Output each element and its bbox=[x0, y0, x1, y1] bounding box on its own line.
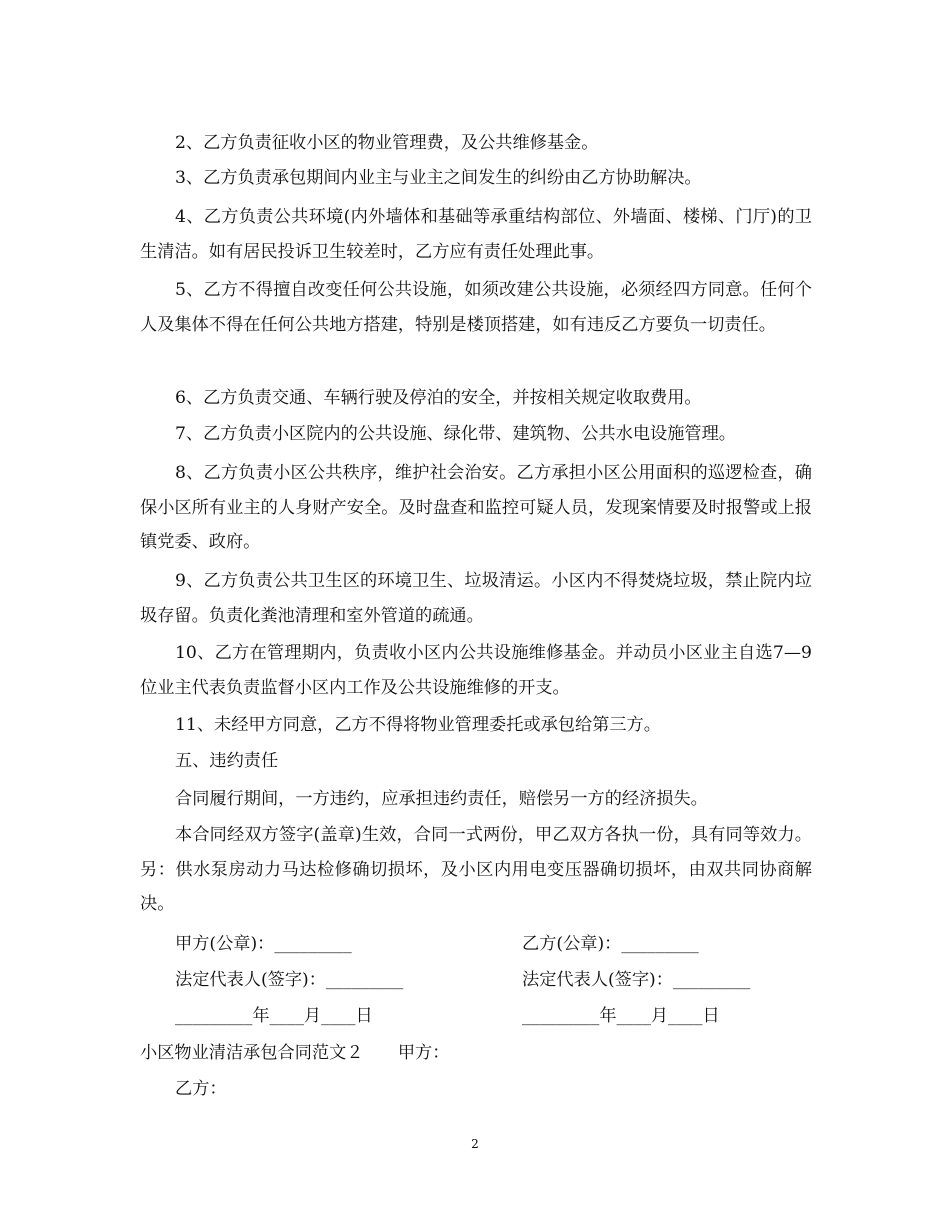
clause-10: 10、乙方在管理期内，负责收小区内公共设施维修基金。并动员小区业主自选7—9位业主代表负责监督小区内工作及公共设施维修的开支。 bbox=[140, 643, 812, 698]
clause-3: 3、乙方负责承包期间内业主与业主之间发生的纠纷由乙方协助解决。 bbox=[175, 168, 702, 188]
party-b-date-line: _________年____月____日 bbox=[522, 1006, 720, 1026]
clause-9: 9、乙方负责公共卫生区的环境卫生、垃圾清运。小区内不得焚烧垃圾，禁止院内垃圾存留。负责化粪池清理和室外管道的疏通。 bbox=[140, 571, 812, 626]
page-number: 2 bbox=[471, 1137, 479, 1151]
party-b-representative-line: 法定代表人(签字)：_________ bbox=[522, 970, 751, 990]
breach-clause: 合同履行期间，一方违约，应承担违约责任，赔偿另一方的经济损失。 bbox=[175, 789, 708, 809]
clause-7: 7、乙方负责小区院内的公共设施、绿化带、建筑物、公共水电设施管理。 bbox=[175, 424, 736, 444]
next-contract-party-b: 乙方： bbox=[175, 1079, 227, 1099]
clause-4: 4、乙方负责公共环境(内外墙体和基础等承重结构部位、外墙面、楼梯、门厅)的卫生清洁。如有居民投诉卫生较差时，乙方应有责任处理此事。 bbox=[140, 207, 812, 262]
clause-8: 8、乙方负责小区公共秩序，维护社会治安。乙方承担小区公用面积的巡逻检查，确保小区所有业主的人身财产安全。及时盘查和监控可疑人员，发现案情要及时报警或上报镇党委、政府。 bbox=[140, 463, 812, 552]
clause-11: 11、未经甲方同意，乙方不得将物业管理委托或承包给第三方。 bbox=[175, 715, 661, 735]
party-b-seal-line: 乙方(公章)：_________ bbox=[522, 934, 699, 954]
clause-2: 2、乙方负责征收小区的物业管理费，及公共维修基金。 bbox=[175, 133, 599, 153]
section-heading-breach: 五、违约责任 bbox=[175, 751, 279, 771]
next-contract-title: 小区物业清洁承包合同范文２ 甲方： bbox=[140, 1043, 450, 1063]
party-a-seal-line: 甲方(公章)：_________ bbox=[175, 934, 352, 954]
clause-6: 6、乙方负责交通、车辆行驶及停泊的安全，并按相关规定收取费用。 bbox=[175, 388, 702, 408]
party-a-date-line: _________年____月____日 bbox=[175, 1006, 373, 1026]
clause-5: 5、乙方不得擅自改变任何公共设施，如须改建公共设施，必须经四方同意。任何个人及集体不得在任何公共地方搭建，特别是楼顶搭建，如有违反乙方要负一切责任。 bbox=[140, 280, 812, 335]
party-a-representative-line: 法定代表人(签字)：_________ bbox=[175, 970, 404, 990]
effect-clause: 本合同经双方签字(盖章)生效，合同一式两份，甲乙双方各执一份，具有同等效力。 另：供水泵房动力马达检修确切损坏，及小区内用电变压器确切损坏，由双共同协商解决。 bbox=[140, 825, 812, 914]
